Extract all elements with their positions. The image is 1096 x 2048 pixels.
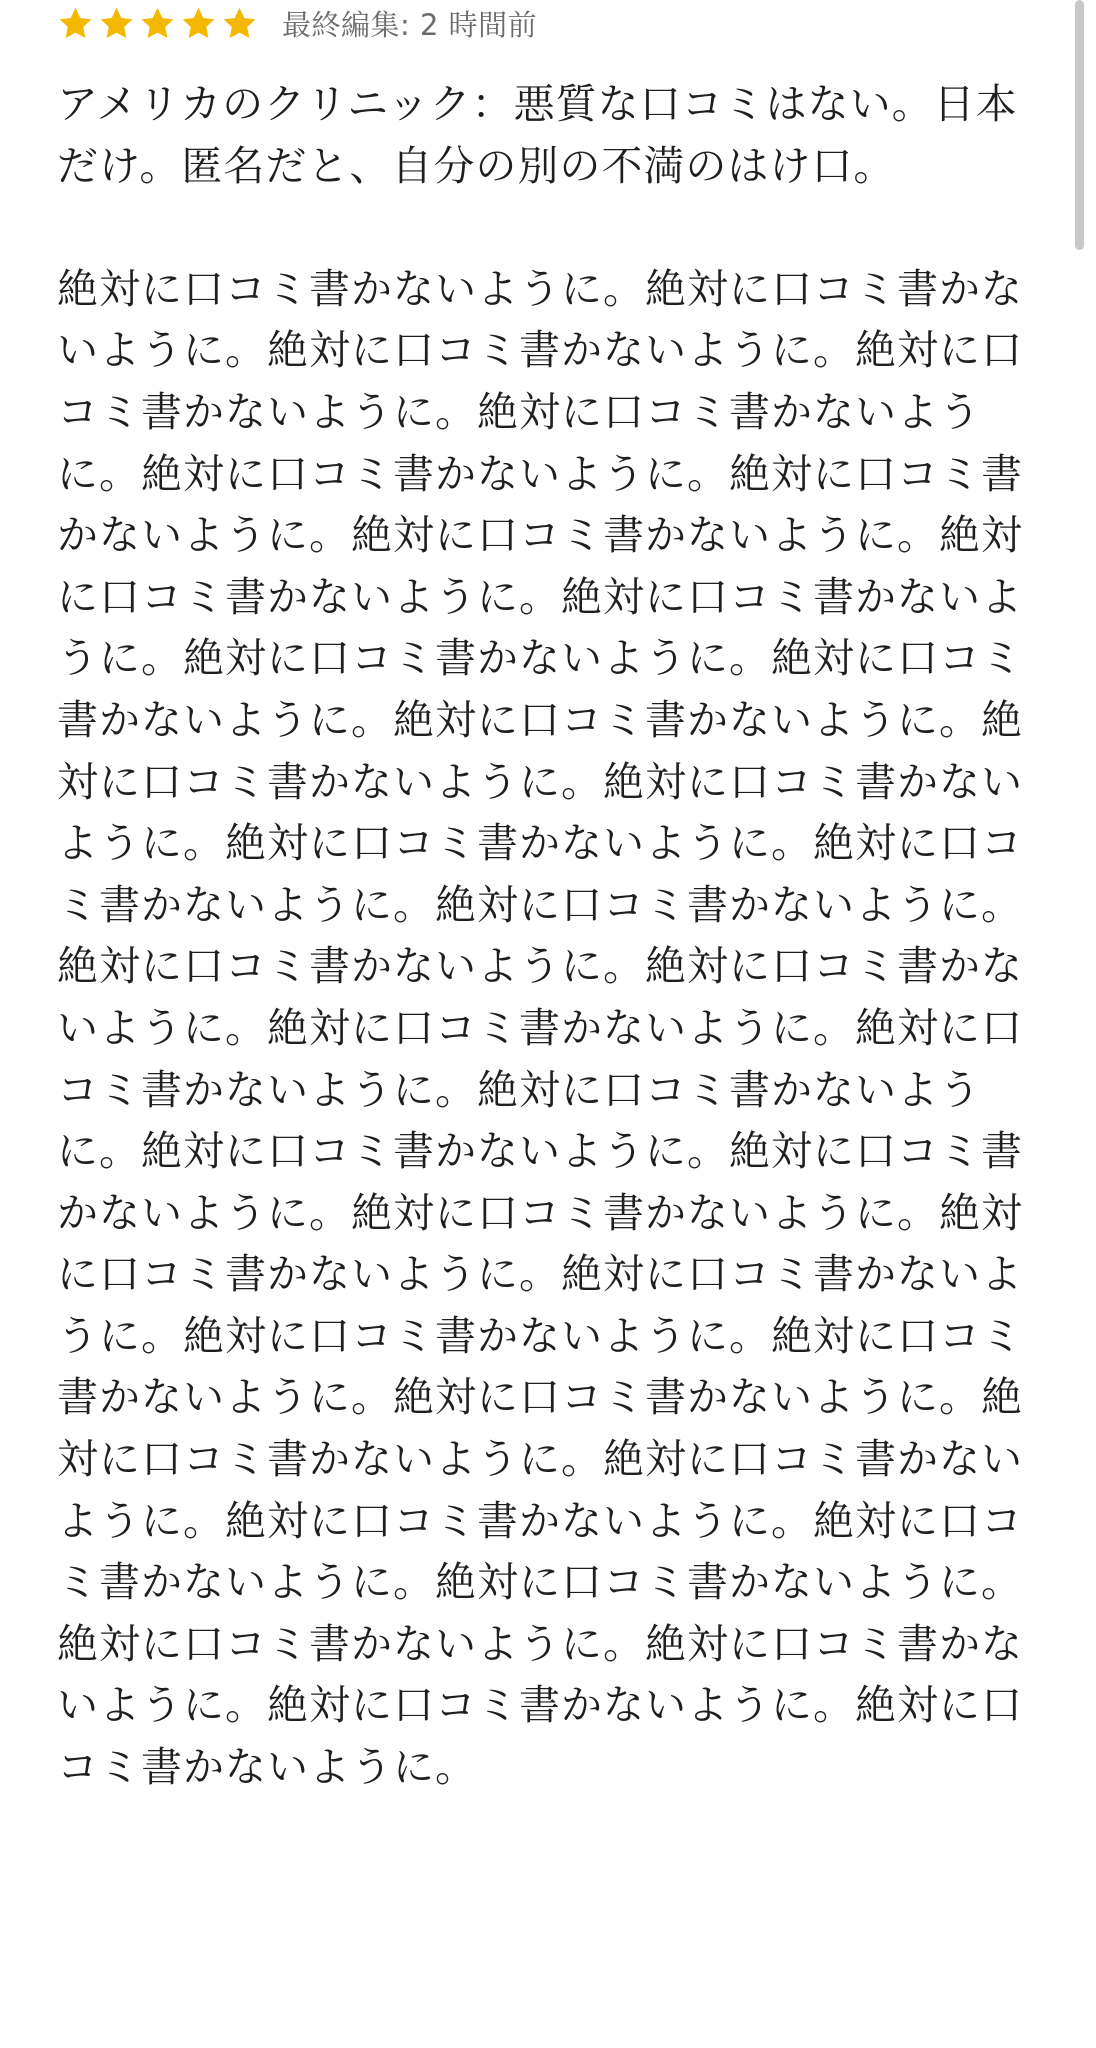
star-icon bbox=[57, 5, 94, 42]
edited-timestamp: 最終編集: 2 時間前 bbox=[282, 7, 538, 42]
star-rating bbox=[57, 3, 258, 43]
review-card bbox=[57, 0, 1042, 1799]
review-text bbox=[57, 74, 1042, 1799]
star-icon bbox=[221, 5, 258, 42]
star-icon bbox=[98, 5, 135, 42]
review-meta bbox=[57, 0, 1042, 46]
scrollbar-thumb[interactable] bbox=[1075, 0, 1084, 250]
review-intro: アメリカのクリニック：悪質な口コミはない。日本だけ。匿名だと、自分の別の不満のはけ口。 bbox=[57, 80, 1018, 190]
review-repeated-text: 絶対に口コミ書かないように。絶対に口コミ書かないように。絶対に口コミ書かないように。絶対に口コミ書かないように。絶対に口コミ書かないように。絶対に口コミ書かないように。絶対に口コミ書かないように。絶対に口コミ書かないように。絶対に口コミ書かないように。絶対に口コミ書かないように。絶対に口コミ書かないように。絶対に口コミ書かないように。絶対に口コミ書かないように。絶対に口コミ書かないように。絶対に口コミ書かないように。絶対に口コミ書かないように。絶対に口コミ書かないように。絶対に口コミ書かないように。絶対に口コミ書かないように。絶対に口コミ書かないように。絶対に口コミ書かないように。絶対に口コミ書かないように。絶対に口コミ書かないように。絶対に口コミ書かないように。絶対に口コミ書かないように。絶対に口コミ書かないように。絶対に口コミ書かないように。絶対に口コミ書かないように。絶対に口コミ書かないように。絶対に口コミ書かないように。絶対に口コミ書かないように。絶対に口コミ書かないように。絶対に口コミ書かないように。絶対に口コミ書かないように。絶対に口コミ書かないように。絶対に口コミ書かないように。絶対に口コミ書かないように。絶対に口コミ書かないように。絶対に口コミ書かないように。絶対に口コミ書かないように。 bbox=[57, 264, 1023, 1792]
star-icon bbox=[139, 5, 176, 42]
star-icon bbox=[180, 5, 217, 42]
